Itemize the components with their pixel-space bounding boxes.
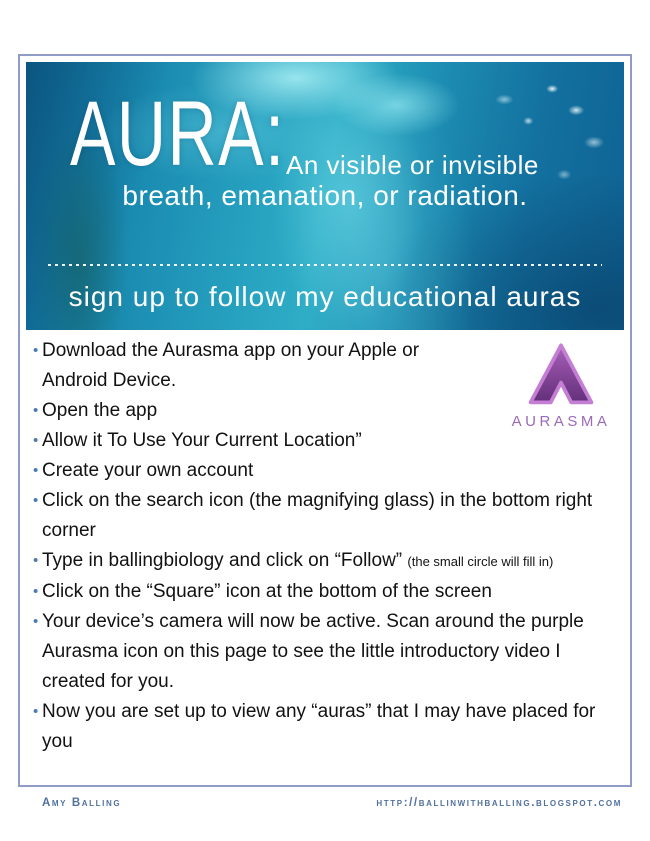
list-item-note: (the small circle will fill in): [407, 554, 554, 569]
list-item: [33, 697, 622, 757]
instruction-list: [33, 336, 622, 757]
instructions-section: [26, 330, 624, 757]
hero-subtitle-line2: breath, emanation, or radiation.: [122, 180, 528, 211]
list-item: [33, 426, 622, 456]
hero-ocean-banner: [26, 62, 624, 330]
list-item: [33, 607, 622, 697]
list-item: [33, 486, 622, 546]
footer-author: Amy Balling: [42, 797, 122, 809]
hero-title: AURA:: [70, 83, 286, 185]
list-item-text: Type in ballingbiology and click on “Follow”: [42, 550, 408, 571]
list-item-text: Allow it To Use Your Current Location”: [42, 430, 362, 451]
list-item-text: Now you are set up to view any “auras” that I may have placed for you: [42, 701, 596, 752]
list-item: [33, 396, 622, 426]
list-item-text: Click on the search icon (the magnifying glass) in the bottom right corner: [42, 490, 593, 541]
hero-tagline: sign up to follow my educational auras: [68, 281, 582, 312]
list-item-text: Your device’s camera will now be active. Scan around the purple Aurasma icon on this page to see the little introductory video I created for you.: [42, 611, 584, 692]
list-item: [33, 546, 622, 577]
dashed-divider: [48, 264, 602, 266]
hero-subtitle-line1: An visible or invisible: [286, 150, 539, 180]
bordered-frame: [18, 54, 632, 787]
list-item: [33, 456, 622, 486]
list-item-text: Download the Aurasma app on your Apple or Android Device.: [42, 340, 420, 391]
footer: [18, 797, 632, 809]
list-item-text: Click on the “Square” icon at the bottom of the screen: [42, 581, 492, 602]
list-item: [33, 577, 622, 607]
list-item: [33, 336, 622, 396]
aurasma-wordmark: AURASMA: [511, 413, 611, 430]
list-item-text: Open the app: [42, 400, 158, 421]
footer-url: http://ballinwithballing.blogspot.com: [376, 797, 622, 809]
list-item-text: Create your own account: [42, 460, 254, 481]
